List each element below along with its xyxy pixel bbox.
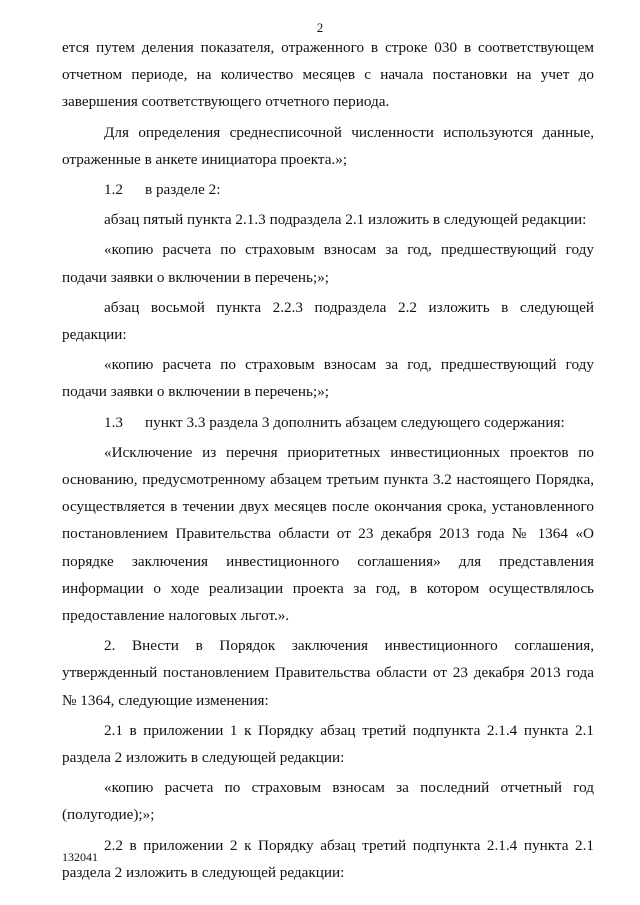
paragraph-item-1-2 xyxy=(62,176,594,203)
paragraph-item-2-2: 2.2 в приложении 2 к Порядку абзац третий подпункта 2.1.4 пункта 2.1 раздела 2 изложить в следующей редакции: xyxy=(62,836,594,881)
paragraph-continuation: ется путем деления показателя, отраженного в строке 030 в соответствующем отчетном периоде, на количество месяцев с начала постановки на учет до завершения соответствующего отчетного периода. xyxy=(62,39,594,111)
paragraph-item-2-1: 2.1 в приложении 1 к Порядку абзац третий подпункта 2.1.4 пункта 2.1 раздела 2 изложить в следующей редакции: xyxy=(62,721,594,767)
document-body xyxy=(62,34,594,886)
item-number: 1.2 xyxy=(104,181,123,199)
paragraph-abzac-vosmoi: абзац восьмой пункта 2.2.3 подраздела 2.2 изложить в следующей редакции: xyxy=(62,298,594,344)
paragraph-headcount-data: Для определения среднесписочной численности используются данные, отраженные в анкете инициатора проекта.»; xyxy=(62,123,594,168)
paragraph-quote-copy-calc-3: «копию расчета по страховым взносам за последний отчетный год (полугодие);»; xyxy=(62,779,594,824)
item-number: 1.3 xyxy=(104,413,123,431)
item-text: в разделе 2: xyxy=(145,181,221,199)
paragraph-quote-copy-calc-1: «копию расчета по страховым взносам за год, предшествующий году подачи заявки о включении в перечень;»; xyxy=(62,241,594,286)
paragraph-abzac-pyatyi: абзац пятый пункта 2.1.3 подраздела 2.1 изложить в следующей редакции: xyxy=(104,211,587,229)
paragraph-item-1-3 xyxy=(62,409,594,436)
paragraph-quote-copy-calc-2: «копию расчета по страховым взносам за год, предшествующий году подачи заявки о включении в перечень;»; xyxy=(62,356,594,401)
item-text: пункт 3.3 раздела 3 дополнить абзацем следующего содержания: xyxy=(145,413,565,431)
page-number: 2 xyxy=(316,20,324,35)
footer-code: 132041 xyxy=(62,850,98,864)
paragraph-exclusion-quote: «Исключение из перечня приоритетных инвестиционных проектов по основанию, предусмотренному абзацем третьим пункта 3.2 настоящего Порядка, осуществляется в течении двух месяцев после окончания срока, установленного постановлением Правительства области от 23 декабря 2013 года № 1364 «О порядке заключения инвестиционного соглашения» для представления информации о ходе реализации проекта за год, в котором осуществлялось предоставление налоговых льгот.». xyxy=(62,443,594,625)
paragraph-item-2: 2. Внести в Порядок заключения инвестиционного соглашения, утвержденный постановлением Правительства области от 23 декабря 2013 года № 1364, следующие изменения: xyxy=(62,637,594,709)
